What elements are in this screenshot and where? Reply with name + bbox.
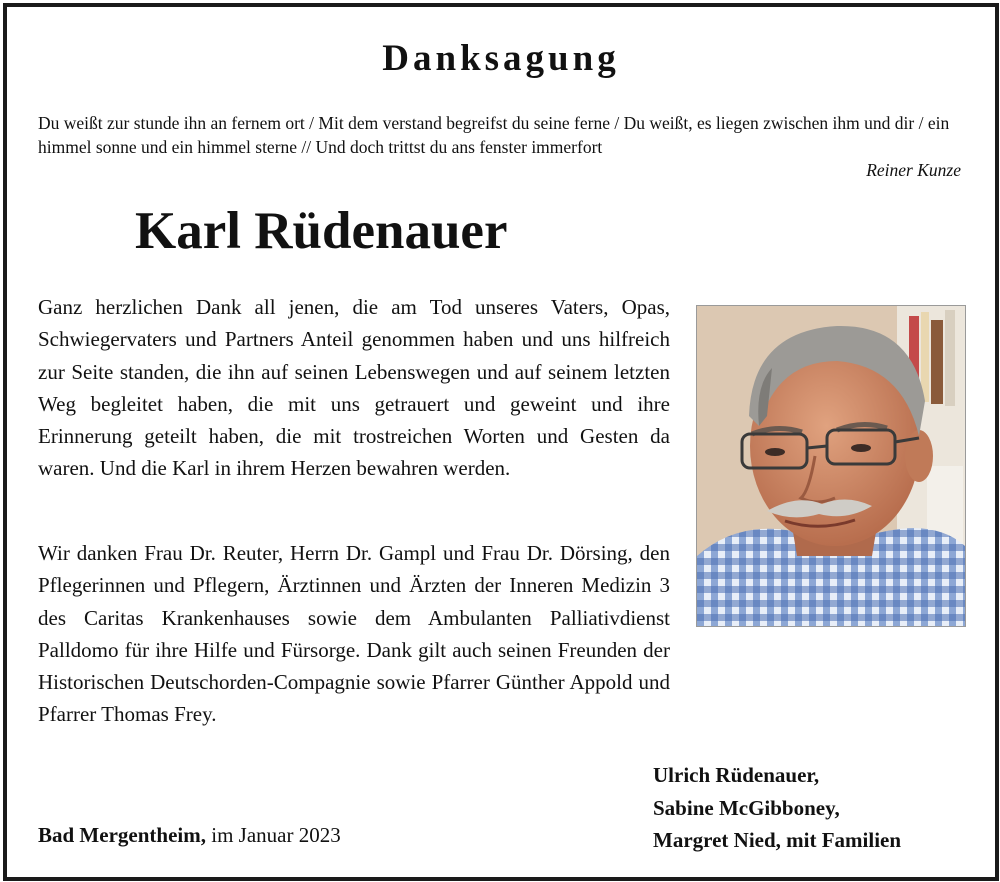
place-and-date — [38, 823, 341, 848]
place: Bad Mergentheim, — [38, 823, 206, 847]
poem-author: Reiner Kunze — [866, 160, 961, 180]
signer: Margret Nied, mit Familien — [653, 828, 902, 852]
thanks-paragraph-2: Wir danken Frau Dr. Reuter, Herrn Dr. Gampl und Frau Dr. Dörsing, den Pflegerinnen und Pflegern, Ärztinnen und Ärzten der Inneren Medizin 3 des Caritas Krankenhauses sowie dem Ambulanten Palliativdienst Palldomo für ihre Hilfe und Fürsorge. Dank gilt auch seinen Freunden der Historischen Deutschorden-Compagnie sowie Pfarrer Günther Appold und Pfarrer Thomas Frey. — [38, 541, 670, 727]
poem-quote: Du weißt zur stunde ihn an fernem ort / Mit dem verstand begreifst du seine ferne / Du weißt, es liegen zwischen ihm und dir / ein himmel sonne und ein himmel sterne // Und doch trittst du ans fenster immerfort — [38, 113, 950, 157]
notice-frame — [3, 3, 999, 881]
date: im Januar 2023 — [205, 823, 341, 847]
thanks-paragraph-1: Ganz herzlichen Dank all jenen, die am Tod unseres Vaters, Opas, Schwiegervaters und Partners Anteil genommen haben und uns hilfreich zur Seite standen, die ihn auf seinen Lebenswegen und auf seinem letzten Weg begleitet haben, die mit uns getrauert und geweint und ihre Erinnerung geteilt haben, die mit trostreichen Worten und Gesten da waren. Und die Karl in ihrem Herzen bewahren werden. — [38, 295, 670, 481]
notice-heading: Danksagung — [382, 38, 620, 79]
signer: Ulrich Rüdenauer, — [653, 763, 820, 787]
signers-block — [653, 759, 901, 857]
portrait-photo — [696, 305, 966, 627]
signer: Sabine McGibboney, — [653, 795, 840, 820]
deceased-name: Karl Rüdenauer — [135, 202, 508, 260]
